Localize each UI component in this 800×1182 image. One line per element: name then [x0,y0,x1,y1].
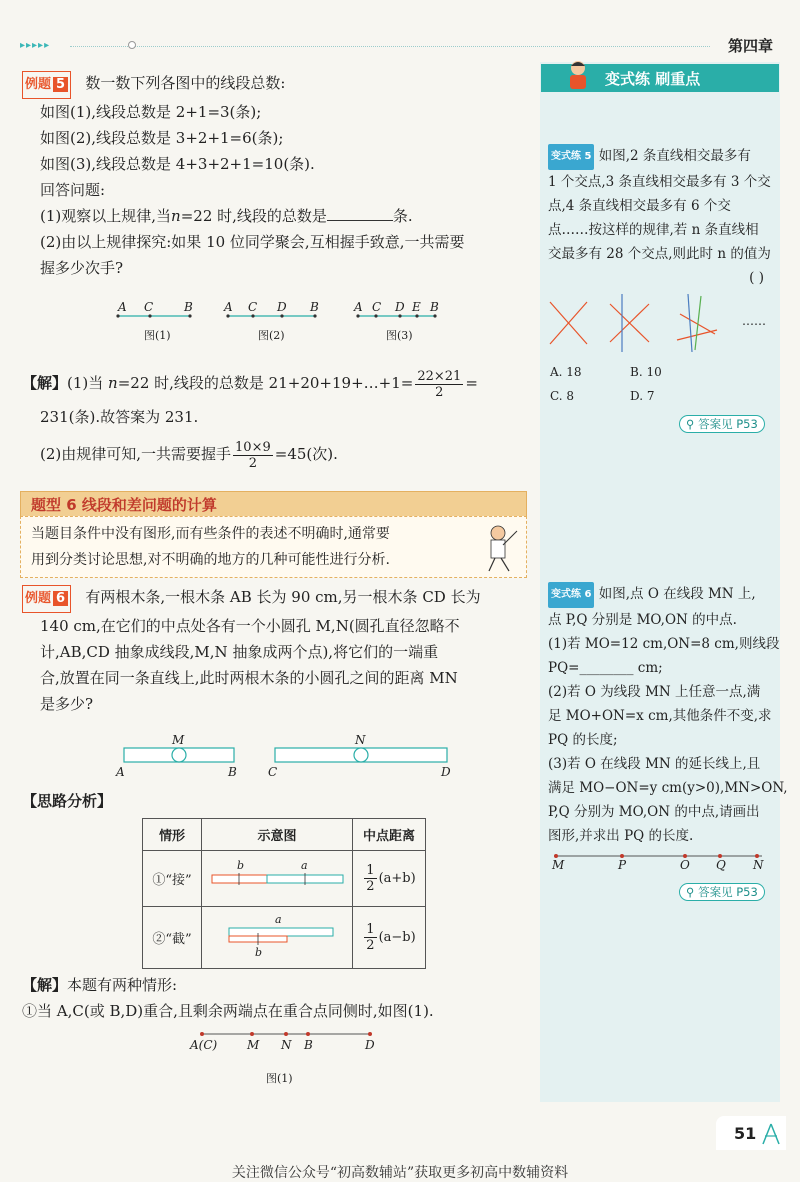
fig-1-label: A [118,300,127,314]
example-6-solution [22,972,527,1024]
bar-2-right-label: D [441,765,451,779]
example-5-line-0: 例题 5 数一数下列各图中的线段总数: [22,70,527,99]
svg-text:b: b [237,858,245,872]
fig-2-label: B [310,300,319,314]
point-label: D [365,1038,375,1052]
three-lines [610,294,649,352]
variant-6 [548,582,788,848]
header-rule [70,46,710,47]
fig-3-label: B [430,300,439,314]
solution-1-line-1: 【解】(1)当 n=22 时,线段的总数是 21+20+19+…+1= $\frac{22\times 21}{2}$ = [22,368,478,400]
distance-cell: $\frac{1}{2}$ (a+b) [353,851,426,907]
table-header: 中点距离 [353,819,426,851]
answer-blank [327,206,393,221]
fig-3-label: A [354,300,363,314]
case-cell: ②“截” [143,907,202,969]
svg-text:a: a [301,858,308,872]
example-5-line-1: 如图(1),线段总数是 2+1=3(条); [40,103,262,121]
overlap-diagram [207,913,347,959]
variant-6-line-10: 图形,并求出 PQ 的长度. [548,828,694,844]
two-lines [550,302,587,344]
bar-2-left-label: C [268,765,278,779]
option-d[interactable]: D. 7 [630,389,655,403]
example-5-figure-labels [110,300,530,350]
case-cell: ①“接” [143,851,202,907]
variant-6-line-2: (1)若 MO=12 cm,ON=8 cm,则线段 [548,636,780,652]
variant-5-line-2: 点,4 条直线相交最多有 6 个交 [548,198,731,214]
example-6-solution-line-1: 【解】本题有两种情形: [22,976,178,994]
variant-5-line-4: 交最多有 28 个交点,则此时 n 的值为 [548,246,771,262]
bar-1-right-label: B [228,765,237,779]
fig-1-label: B [184,300,193,314]
key-icon: ⚲ [686,885,695,899]
fraction: $\frac{1}{2}$ [366,863,375,894]
variant-6-line-3: PQ=________ cm; [548,660,663,676]
answer-text: 答案见 P53 [698,885,758,899]
example-5-line-3: 如图(3),线段总数是 4+3+2+1=10(条). [40,155,315,173]
student-icon [561,58,595,92]
page-number-box [716,1116,786,1150]
point-label: M [552,858,565,872]
variant-6-line-9: P,Q 分别为 MO,ON 的中点,请画出 [548,804,760,820]
fig-1-label: C [144,300,154,314]
example-6-line-2: 计,AB,CD 抽象成线段,M,N 抽象成两个点),将它们的一端重 [40,643,439,661]
variant-6-line-6: PQ 的长度; [548,732,618,748]
example-6-line-4: 是多少? [40,695,94,713]
variant-6-tag: 变式练 6 [548,582,594,608]
fraction: $\frac{22\times 21}{2}$ [417,368,462,400]
example-5-solution [22,366,527,474]
fig-2-label: D [277,300,287,314]
distance-cell: $\frac{1}{2}$ (a−b) [353,907,426,969]
variant-5-line-1: 1 个交点,3 条直线相交最多有 3 个交 [548,174,771,190]
example-5-line-2: 如图(2),线段总数是 3+2+1=6(条); [40,129,284,147]
variant-5-line-0: 变式练 5 如图,2 条直线相交最多有 [548,144,778,170]
fig-3-caption: 图(3) [386,329,413,342]
fig-3-label: C [372,300,382,314]
banner-title: 变式练 刷重点 [605,70,701,88]
page-number: 51 [734,1124,757,1143]
header-dots: ▸▸▸▸▸ [20,40,51,51]
variant-6-line-8: 满足 MO−ON=y cm(y>0),MN>ON, [548,780,788,796]
analysis-table [142,818,426,969]
wooden-bars-labels [110,733,470,781]
point-label: M [247,1038,260,1052]
question-type-6-description [20,516,527,578]
variant-6-line-1: 点 P,Q 分别是 MO,ON 的中点. [548,612,737,628]
example-6-line-1: 140 cm,在它们的中点处各有一个小圆孔 M,N(圆孔直径忽略不 [40,617,460,635]
point-label: O [680,858,690,872]
footer-notice: 关注微信公众号“初高数辅站”获取更多初高中数辅资料 [231,1165,569,1181]
fig-3-label: E [412,300,421,314]
diagram-cell [202,907,353,969]
analysis-heading: 【思路分析】 [22,792,113,810]
example-6 [22,584,527,717]
fraction: $\frac{1}{2}$ [366,922,375,953]
fig-2-label: A [224,300,233,314]
fig-3-label: D [395,300,405,314]
example-6-solution-line-2: ①当 A,C(或 B,D)重合,且剩余两端点在重合点同侧时,如图(1). [22,1002,434,1020]
variant-6-line-7: (3)若 O 在线段 MN 的延长线上,且 [548,756,761,772]
table-header: 示意图 [202,819,353,851]
point-label: Q [716,858,726,872]
number-line-labels [190,1038,390,1058]
figure-caption: 图(1) [266,1072,293,1085]
variant-6-line-4: (2)若 O 为线段 MN 上任意一点,满 [548,684,761,700]
solution-2-line: (2)由规律可知,一共需要握手 $\frac{10\times 9}{2}$ =45(次). [40,439,338,471]
chapter-title: 第四章 [728,37,774,55]
variant-6-point-labels [550,858,770,874]
table-header: 情形 [143,819,202,851]
fig-2-caption: 图(2) [258,329,285,342]
variant-6-answer-link[interactable] [679,882,765,900]
table-row [143,851,426,907]
header-marker [128,41,136,49]
fig-1-caption: 图(1) [144,329,171,342]
point-label: A(C) [190,1038,218,1052]
table-header-row [143,819,426,851]
variant-5-tag: 变式练 5 [548,144,594,170]
compass-icon [760,1122,782,1146]
variant-5-answer-paren: ( ) [749,270,764,286]
svg-text:b: b [255,945,263,959]
example-5-question-1: (1)观察以上规律,当n=22 时,线段的总数是 条. [40,207,413,225]
bar-2-top-label: N [355,733,366,747]
answer-text: 答案见 P53 [698,417,758,431]
point-label: N [753,858,764,872]
diagram-cell [202,851,353,907]
point-label: B [304,1038,313,1052]
example-5 [22,70,527,281]
example-6-tag: 例题 6 [22,585,71,613]
example-5-tag: 例题 5 [22,71,71,99]
bar-1-left-label: A [116,765,125,779]
variant-6-line-0: 变式练 6 如图,点 O 在线段 MN 上, [548,582,778,608]
svg-text:a: a [275,912,282,926]
option-c[interactable]: C. 8 [550,389,575,403]
variant-5-options [550,360,770,408]
figure-ellipsis: …… [742,314,766,328]
bar-1-top-label: M [172,733,185,747]
cartoon-teacher-icon [473,521,523,575]
key-icon: ⚲ [686,417,695,431]
question-type-6-title: 题型 6 线段和差问题的计算 [20,491,527,517]
fig-2-label: C [248,300,258,314]
point-label: P [618,858,627,872]
sidebar-banner [541,64,779,92]
desc-line-1: 当题目条件中没有图形,而有些条件的表述不明确时,通常要 [31,526,390,542]
example-5-line-4: 回答问题: [40,181,106,199]
example-6-line-3: 合,放置在同一条直线上,此时两根木条的小圆孔之间的距离 MN [40,669,458,687]
join-diagram [207,857,347,897]
variant-6-line-5: 足 MO+ON=x cm,其他条件不变,求 [548,708,772,724]
fraction: $\frac{10\times 9}{2}$ [235,439,271,471]
intersecting-lines-figure [545,292,775,354]
solution-1-line-2: 231(条).故答案为 231. [40,408,199,426]
four-lines [677,294,717,352]
example-5-question-2a: (2)由以上规律探究:如果 10 位同学聚会,互相握手致意,一共需要 [40,233,465,251]
variant-5-answer-link[interactable] [679,414,765,432]
variant-5 [548,144,778,290]
point-label: N [281,1038,292,1052]
variant-5-line-3: 点……按这样的规律,若 n 条直线相 [548,222,759,238]
option-b[interactable]: B. 10 [630,365,662,379]
example-5-question-2b: 握多少次手? [40,259,124,277]
example-6-line-0: 例题 6 有两根木条,一根木条 AB 长为 90 cm,另一根木条 CD 长为 [22,584,527,613]
table-row [143,907,426,969]
option-a[interactable]: A. 18 [550,365,582,379]
desc-line-2: 用到分类讨论思想,对不明确的地方的几种可能性进行分析. [31,552,390,568]
